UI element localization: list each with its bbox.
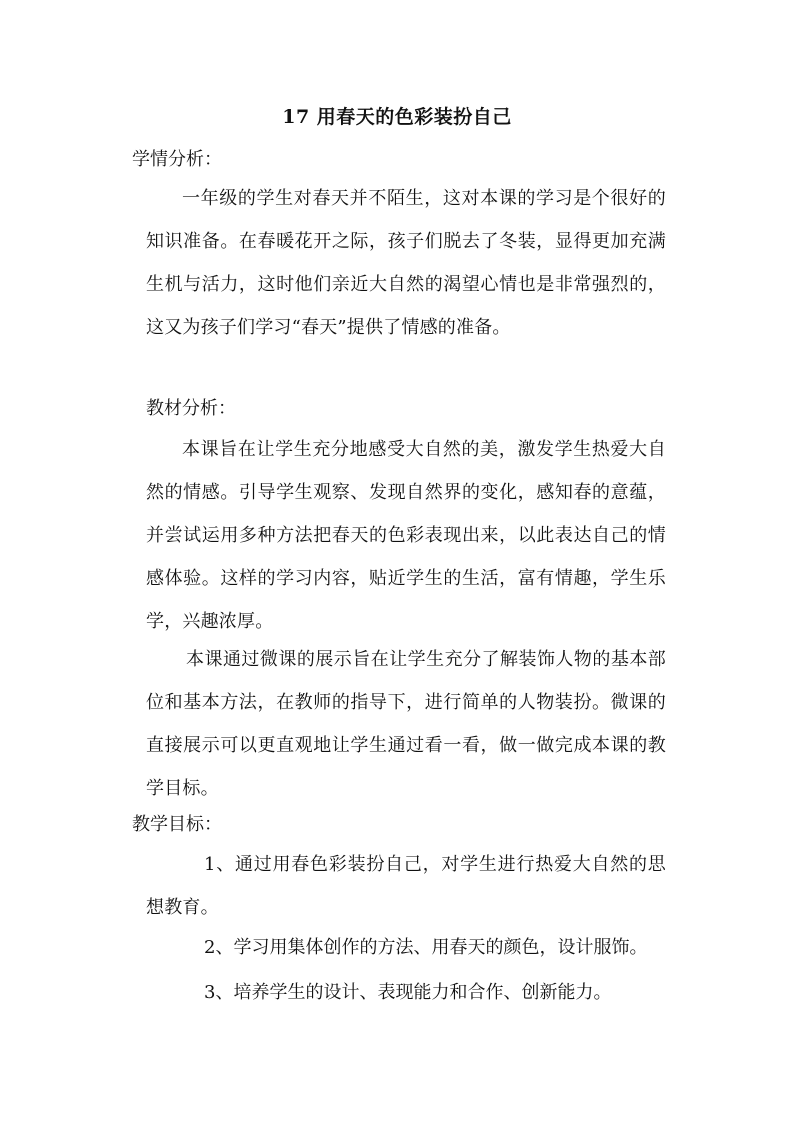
goal-item-2: 2、学习用集体创作的方法、用春天的颜色，设计服饰。 bbox=[204, 937, 648, 958]
document-title: 17 用春天的色彩装扮自己 bbox=[282, 106, 512, 128]
goal-item-3: 3、培养学生的设计、表现能力和合作、创新能力。 bbox=[204, 982, 612, 1003]
section-heading-student-analysis: 学情分析： bbox=[132, 149, 222, 170]
paragraph-student-analysis: 一年级的学生对春天并不陌生，这对本课的学习是个很好的知识准备。在春暖花开之际，孩子们脱去了冬装，显得更加充满生机与活力，这时他们亲近大自然的渴望心情也是非常强烈的，这又为孩子们学习“春天”提供了情感的准备。 bbox=[146, 188, 666, 338]
paragraph-material-analysis-1: 本课旨在让学生充分地感受大自然的美，激发学生热爱大自然的情感。引导学生观察、发现自然界的变化，感知春的意蕴，并尝试运用多种方法把春天的色彩表现出来，以此表达自己的情感体验。这样的学习内容，贴近学生的生活，富有情趣，学生乐学，兴趣浓厚。 bbox=[146, 439, 666, 632]
goal-item-1: 1、通过用春色彩装扮自己，对学生进行热爱大自然的思想教育。 bbox=[146, 854, 666, 918]
section-heading-teaching-goals: 教学目标： bbox=[132, 814, 222, 835]
section-heading-material-analysis: 教材分析： bbox=[146, 398, 236, 419]
paragraph-material-analysis-2: 本课通过微课的展示旨在让学生充分了解装饰人物的基本部位和基本方法，在教师的指导下，进行简单的人物装扮。微课的直接展示可以更直观地让学生通过看一看，做一做完成本课的教学目标。 bbox=[146, 649, 666, 799]
